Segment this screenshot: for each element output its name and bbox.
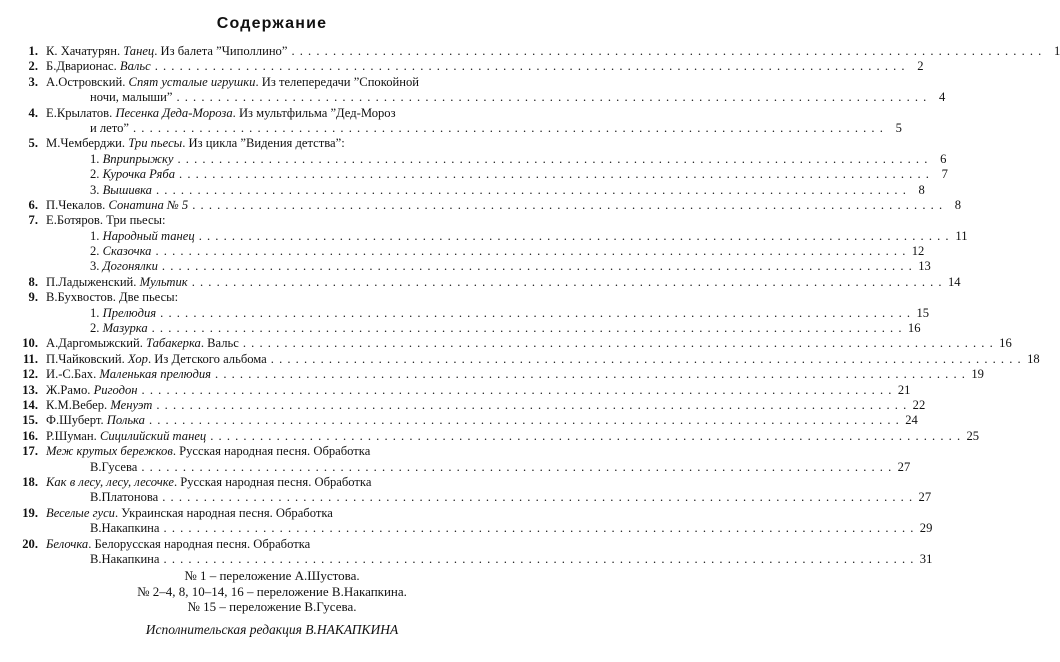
dot-leader: [156, 398, 907, 412]
entry-number: 2.: [28, 59, 38, 74]
toc-entry-line: [18, 537, 518, 552]
page-number: 15: [916, 305, 930, 320]
page-title: Содержание: [216, 15, 328, 32]
entry-number: 18.: [22, 474, 38, 489]
page-number: 16: [999, 336, 1012, 351]
editor-credit: Исполнительская редакция В.НАКАПКИНА: [145, 622, 399, 637]
entry-title: А.Островский. Спят усталые игрушки. Из телепередачи ”Спокойной: [46, 74, 420, 89]
entry-title: 2. Мазурка: [90, 321, 148, 336]
toc-entry-line: [18, 120, 902, 136]
entry-title: 1. Прелюдия: [90, 305, 157, 320]
dot-leader: [142, 383, 893, 397]
dot-leader: [192, 275, 943, 289]
toc-entry-line: [18, 44, 1060, 59]
page-number: 4: [939, 90, 946, 105]
entry-title: 2. Сказочка: [90, 244, 152, 259]
entry-number: 8.: [28, 274, 38, 289]
entry-number: 6.: [28, 197, 38, 212]
toc-entry-line: [18, 228, 968, 244]
toc-entry-line: [18, 336, 1012, 351]
entry-title: К. Хачатурян. Танец. Из балета ”Чиполлино”: [46, 44, 288, 58]
entry-number: 4.: [28, 105, 38, 120]
arrangement-note: № 2–4, 8, 10–14, 16 – переложение В.Накапкина.: [137, 583, 407, 599]
entry-number: 16.: [22, 428, 38, 443]
dot-leader: [179, 167, 930, 181]
entry-title: В.Бухвостов. Две пьесы:: [46, 290, 179, 305]
entry-title: П.Ладыженский. Мультик: [46, 274, 188, 289]
entry-title: 2. Курочка Ряба: [90, 167, 176, 182]
entry-title: Веселые гуси. Украинская народная песня. Обработка: [46, 505, 333, 520]
toc-entry-line: [18, 382, 911, 398]
page-number: 18: [1027, 351, 1040, 366]
entry-title: Как в лесу, лесу, лесочке. Русская народная песня. Обработка: [46, 474, 372, 489]
entry-number: 5.: [28, 136, 38, 151]
page-number: 7: [941, 167, 948, 182]
entry-number: 20.: [22, 536, 38, 551]
dot-leader: [271, 352, 1022, 366]
page-number: 6: [940, 151, 947, 166]
dot-leader: [176, 90, 927, 104]
toc-entry-line: [18, 259, 931, 274]
entry-number: 1.: [28, 44, 38, 58]
entry-number: 3.: [28, 74, 38, 89]
page-number: 31: [919, 551, 933, 566]
dot-leader: [133, 121, 884, 135]
entry-title: 1. Народный танец: [90, 228, 195, 243]
page-number: 13: [918, 259, 931, 274]
toc-entry-line: [18, 428, 980, 444]
toc-entry-line: [18, 274, 961, 290]
toc-entry-line: [18, 475, 518, 490]
entry-title: Е.Ботяров. Три пьесы:: [46, 213, 166, 228]
dot-leader: [199, 229, 950, 243]
entry-title: В.Гусева: [90, 459, 138, 474]
entry-title: П.Чайковский. Хор. Из Детского альбома: [46, 351, 267, 366]
page-number: 11: [955, 228, 968, 243]
dot-leader: [160, 306, 911, 320]
entry-title: Ф.Шуберт. Полька: [46, 413, 145, 428]
entry-title: 3. Вышивка: [90, 182, 152, 197]
page-number: 19: [971, 367, 984, 382]
entry-title: В.Накапкина: [90, 551, 160, 566]
page-number: 24: [905, 413, 918, 428]
arrangement-notes: [0, 568, 544, 615]
entry-title: Р.Шуман. Сицилийский танец: [46, 428, 207, 443]
entry-number: 15.: [22, 413, 38, 428]
page-number: 5: [895, 120, 902, 135]
dot-leader: [162, 259, 913, 273]
page-number: 8: [918, 182, 925, 197]
entry-title: Меж крутых бережков. Русская народная песня. Обработка: [46, 444, 371, 459]
toc-entry-line: [18, 413, 918, 428]
entry-title: 3. Догонялки: [90, 259, 158, 274]
toc-entry-line: [18, 351, 1040, 367]
toc-entry-line: [18, 305, 930, 321]
entry-number: 13.: [22, 382, 38, 397]
page-number: 29: [919, 521, 933, 536]
toc-entry-line: [18, 136, 518, 151]
toc-entry-line: [18, 244, 925, 259]
entry-title: Е.Крылатов. Песенка Деда-Мороза. Из мультфильма ”Дед-Мороз: [46, 105, 396, 120]
entry-title: Белочка. Белорусская народная песня. Обработка: [46, 536, 311, 551]
toc-entry-line: [18, 397, 926, 413]
page-number: 22: [912, 397, 926, 412]
table-of-contents: [18, 44, 1060, 567]
entry-title: П.Чекалов. Сонатина № 5: [46, 197, 189, 212]
entry-number: 19.: [22, 505, 38, 520]
toc-entry-line: [18, 182, 925, 198]
entry-number: 11.: [22, 351, 38, 366]
toc-entry-line: [18, 90, 946, 105]
dot-leader: [149, 413, 900, 427]
entry-number: 9.: [28, 290, 38, 305]
toc-entry-line: [18, 59, 924, 74]
dot-leader: [291, 44, 1042, 58]
entry-title: Б.Дварионас. Вальс: [46, 59, 151, 74]
toc-entry-line: [18, 197, 962, 213]
toc-entry-line: [18, 106, 518, 121]
page-number: 2: [917, 59, 924, 74]
dot-leader: [215, 367, 966, 381]
dot-leader: [210, 429, 961, 443]
toc-entry-line: [18, 321, 921, 336]
dot-leader: [155, 59, 906, 73]
toc-entry-line: [18, 490, 932, 505]
entry-title: М.Чемберджи. Три пьесы. Из цикла ”Видения детства”:: [46, 136, 345, 151]
page-number: 14: [947, 274, 961, 289]
entry-number: 17.: [22, 444, 38, 459]
toc-entry-line: [18, 151, 947, 167]
dot-leader: [152, 321, 903, 335]
page-number: 1: [1054, 44, 1060, 58]
page-number: 27: [897, 459, 911, 474]
entry-title: Ж.Рамо. Ригодон: [46, 382, 138, 397]
toc-entry-line: [18, 551, 933, 567]
entry-number: 14.: [22, 397, 38, 412]
toc-entry-line: [18, 213, 518, 228]
entry-title: И.-С.Бах. Маленькая прелюдия: [46, 367, 212, 382]
toc-entry-line: [18, 367, 984, 382]
toc-entry-line: [18, 459, 911, 475]
arrangement-note: № 15 – переложение В.Гусева.: [187, 599, 357, 614]
entry-number: 7.: [28, 213, 38, 228]
entry-number: 10.: [22, 336, 38, 351]
dot-leader: [192, 198, 943, 212]
entry-title: А.Даргомыжский. Табакерка. Вальс: [46, 336, 239, 351]
page-number: 8: [954, 197, 962, 212]
dot-leader: [178, 152, 929, 166]
entry-title: К.М.Вебер. Менуэт: [46, 397, 153, 412]
page-number: 16: [907, 321, 921, 336]
dot-leader: [156, 183, 907, 197]
dot-leader: [164, 552, 915, 566]
entry-number: 12.: [22, 367, 38, 382]
entry-title: В.Платонова: [90, 490, 159, 505]
dot-leader: [243, 336, 994, 350]
dot-leader: [162, 490, 913, 504]
entry-title: В.Накапкина: [90, 521, 160, 536]
toc-entry-line: [18, 167, 948, 182]
entry-title: 1. Вприпрыжку: [90, 151, 174, 166]
dot-leader: [155, 244, 906, 258]
entry-title: ночи, малыши”: [90, 90, 173, 105]
page-number: 27: [918, 490, 932, 505]
toc-entry-line: [18, 290, 518, 305]
toc-entry-line: [18, 521, 933, 536]
dot-leader: [164, 521, 915, 535]
arrangement-note: № 1 – переложение А.Шустова.: [184, 568, 360, 583]
toc-entry-line: [18, 506, 518, 521]
dot-leader: [141, 460, 892, 474]
page-number: 12: [911, 244, 925, 259]
entry-title: и лето”: [90, 120, 129, 135]
toc-entry-line: [18, 75, 518, 90]
toc-entry-line: [18, 444, 518, 459]
page-number: 21: [897, 382, 911, 397]
page-number: 25: [966, 428, 980, 443]
